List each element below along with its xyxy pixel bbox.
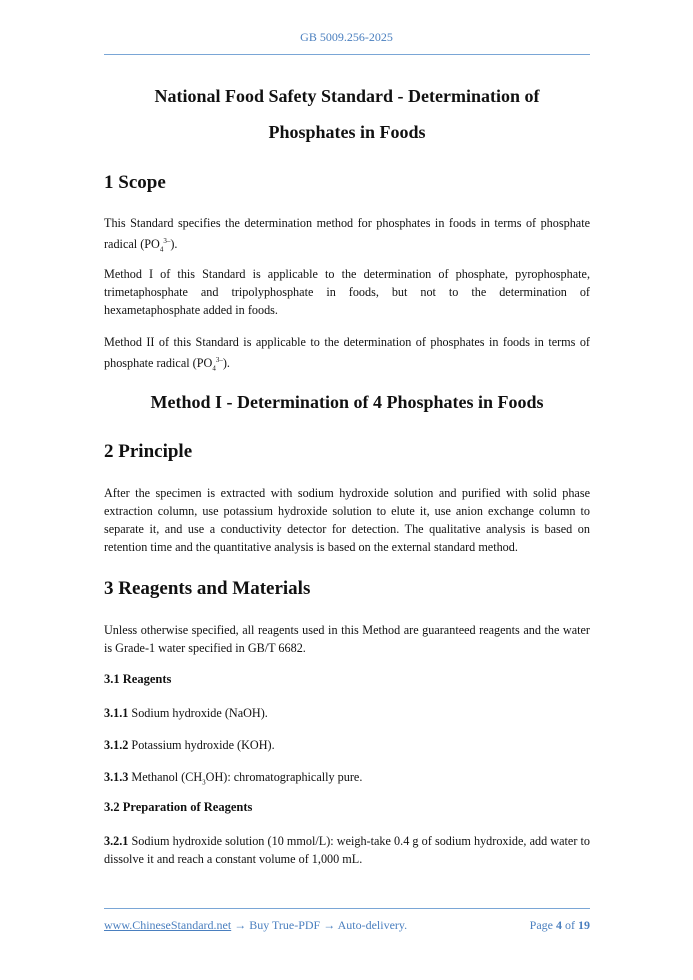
current-page: 4 xyxy=(556,918,562,932)
footer-links xyxy=(104,918,407,933)
scope-paragraph-1: This Standard specifies the determination method for phosphates in foods in terms of phosphate radical $(PO_4^{3-})$. xyxy=(104,216,590,254)
section-heading-scope: 1 Scope xyxy=(104,172,166,193)
reagents-intro-paragraph: Unless otherwise specified, all reagents used in this Method are guaranteed reagents and the water is Grade-1 water specified in GB/T 6682. xyxy=(104,623,590,655)
header-divider xyxy=(104,54,590,55)
buy-pdf-link[interactable]: Buy True-PDF xyxy=(249,918,321,932)
footer-divider xyxy=(104,908,590,909)
auto-delivery-text: Auto-delivery. xyxy=(337,918,408,932)
document-title-line1: National Food Safety Standard - Determination of xyxy=(154,86,540,106)
preparation-item-naoh-solution: 3.2.1 Sodium hydroxide solution (10 mmol/L): weigh-take 0.4 g of sodium hydroxide, add water to dissolve it and reach a constant volume of 1,000 mL. xyxy=(104,834,590,866)
document-id-header: GB 5009.256-2025 xyxy=(300,30,393,44)
method-1-title: Method I - Determination of 4 Phosphates in Foods xyxy=(150,392,544,412)
reagent-item-koh: 3.1.2 Potassium hydroxide (KOH). xyxy=(104,738,275,752)
principle-paragraph: After the specimen is extracted with sodium hydroxide solution and purified with solid phase extraction column, use potassium hydroxide solution to elute it, use anion exchange column to separate it, and use a conductivity detector for detection. The qualitative analysis is based on retention time and the quantitative analysis is based on the external standard method. xyxy=(104,486,590,554)
site-link[interactable]: www.ChineseStandard.net xyxy=(104,918,232,932)
arrow-icon: → xyxy=(320,918,338,932)
reagent-item-naoh: 3.1.1 Sodium hydroxide (NaOH). xyxy=(104,706,268,720)
arrow-icon: → xyxy=(231,918,250,932)
section-heading-reagents: 3 Reagents and Materials xyxy=(104,578,311,599)
reagent-item-methanol: 3.1.3 Methanol $(CH_3OH)$: chromatographically pure. xyxy=(104,770,363,787)
document-title-line2: Phosphates in Foods xyxy=(268,122,426,142)
scope-paragraph-3: Method II of this Standard is applicable to the determination of phosphates in foods in terms of phosphate radical $(PO_4^{3-})$. xyxy=(104,335,590,373)
scope-paragraph-2: Method I of this Standard is applicable to the determination of phosphate, pyrophosphate, trimetaphosphate and tripolyphosphate in foods, but not to the determination of hexametaphosphate added in foods. xyxy=(104,267,590,317)
total-pages: 19 xyxy=(578,918,590,932)
page-indicator: Page 4 of 19 xyxy=(529,918,590,932)
subsection-heading-reagents: 3.1 Reagents xyxy=(104,672,172,686)
section-heading-principle: 2 Principle xyxy=(104,441,193,462)
subsection-heading-preparation: 3.2 Preparation of Reagents xyxy=(104,800,253,814)
